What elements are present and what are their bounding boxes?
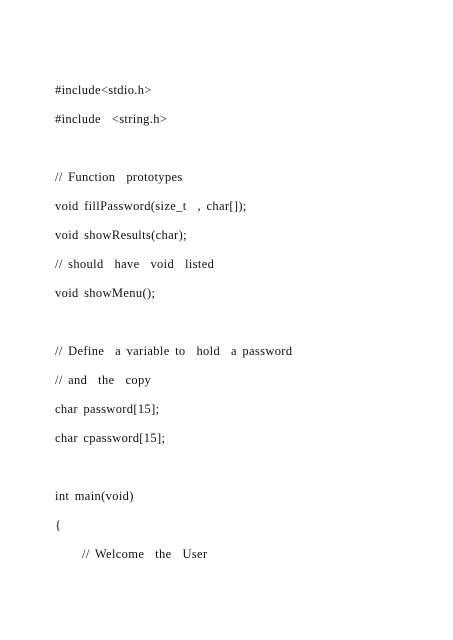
code-line-include-stdio: #include<stdio.h> xyxy=(55,83,152,97)
code-comment-welcome-user: // Welcome the User xyxy=(82,547,208,561)
code-line-show-results: void showResults(char); xyxy=(55,228,187,242)
code-comment-prototypes: // Function prototypes xyxy=(55,170,183,184)
code-line-main: int main(void) xyxy=(55,489,134,503)
code-comment-define-variable: // Define a variable to hold a password xyxy=(55,344,293,358)
code-comment-void-listed: // should have void listed xyxy=(55,257,215,271)
code-line-show-menu: void showMenu(); xyxy=(55,286,156,300)
code-line-open-brace: { xyxy=(55,518,62,532)
code-line-fill-password: void fillPassword(size_t , char[]); xyxy=(55,199,247,213)
code-line-include-string: #include <string.h> xyxy=(55,112,168,126)
code-line-password-array: char password[15]; xyxy=(55,402,160,416)
code-comment-and-copy: // and the copy xyxy=(55,373,152,387)
code-line-cpassword-array: char cpassword[15]; xyxy=(55,431,166,445)
